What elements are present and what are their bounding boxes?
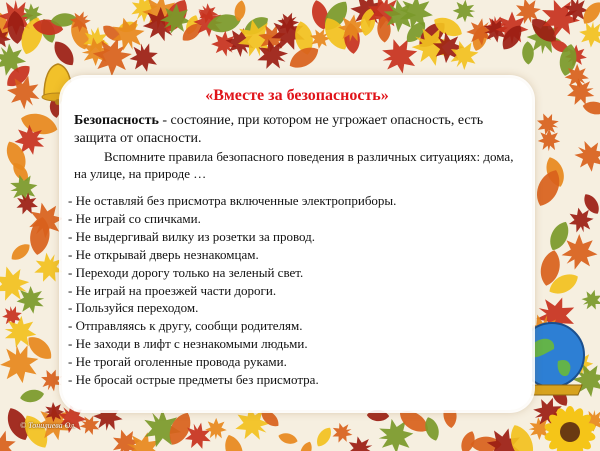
leaf-decoration — [569, 135, 600, 178]
rule-item: - Не играй на проезжей части дороги. — [68, 282, 277, 298]
definition-text: - состояние, при котором не угрожает опасность, есть защита от опасности. — [74, 113, 484, 146]
rule-item: - Не открывай дверь незнакомцам. — [68, 246, 259, 262]
leaf-decoration — [8, 240, 33, 263]
slide-text — [74, 112, 524, 182]
rule-item: - Не заходи в лифт с незнакомыми людьми. — [68, 336, 308, 352]
definition-term: Безопасность — [74, 113, 159, 128]
copyright-text: © Тонилиева Ол. — [20, 421, 76, 430]
rule-item: - Переходи дорогу только на зеленый свет. — [68, 264, 304, 280]
rule-item: - Пользуйся переходом. — [68, 300, 199, 316]
rule-item: - Не играй со спичками. — [68, 210, 201, 226]
leaf-decoration — [578, 286, 600, 314]
rule-item: - Отправляясь к другу, сообщи родителям. — [68, 318, 303, 334]
leaf-decoration — [50, 37, 79, 69]
leaf-decoration — [344, 433, 376, 451]
leaf-decoration — [258, 407, 282, 430]
safety-rules-list — [68, 192, 528, 389]
leaf-decoration — [538, 129, 561, 152]
leaf-decoration — [453, 0, 476, 22]
leaf-decoration — [581, 191, 600, 217]
leaf-decoration — [546, 219, 573, 254]
leaf-decoration — [277, 431, 299, 446]
leaf-decoration — [313, 425, 334, 450]
leaf-decoration — [367, 409, 390, 421]
leaf-decoration — [329, 420, 355, 446]
definition-paragraph — [74, 112, 524, 148]
rule-item: - Не выдергивай вилку из розетки за провод. — [68, 228, 316, 244]
rule-item: - Не бросай острые предметы без присмотра. — [68, 372, 319, 388]
leaf-decoration — [221, 432, 247, 451]
rule-item: - Не трогай оголенные провода руками. — [68, 354, 287, 370]
slide-title: «Вместе за безопасность» — [205, 87, 389, 104]
leaf-decoration — [19, 388, 45, 404]
leaf-decoration — [522, 41, 534, 64]
rule-item: - Не оставляй без присмотра включенные электроприборы. — [68, 193, 397, 208]
leaf-decoration — [578, 20, 600, 48]
leaf-decoration — [205, 418, 227, 440]
intro-paragraph: Вспомните правила безопасного поведения в различных ситуациях: дома, на улице, на природе … — [74, 149, 514, 181]
leaf-decoration — [297, 440, 314, 451]
